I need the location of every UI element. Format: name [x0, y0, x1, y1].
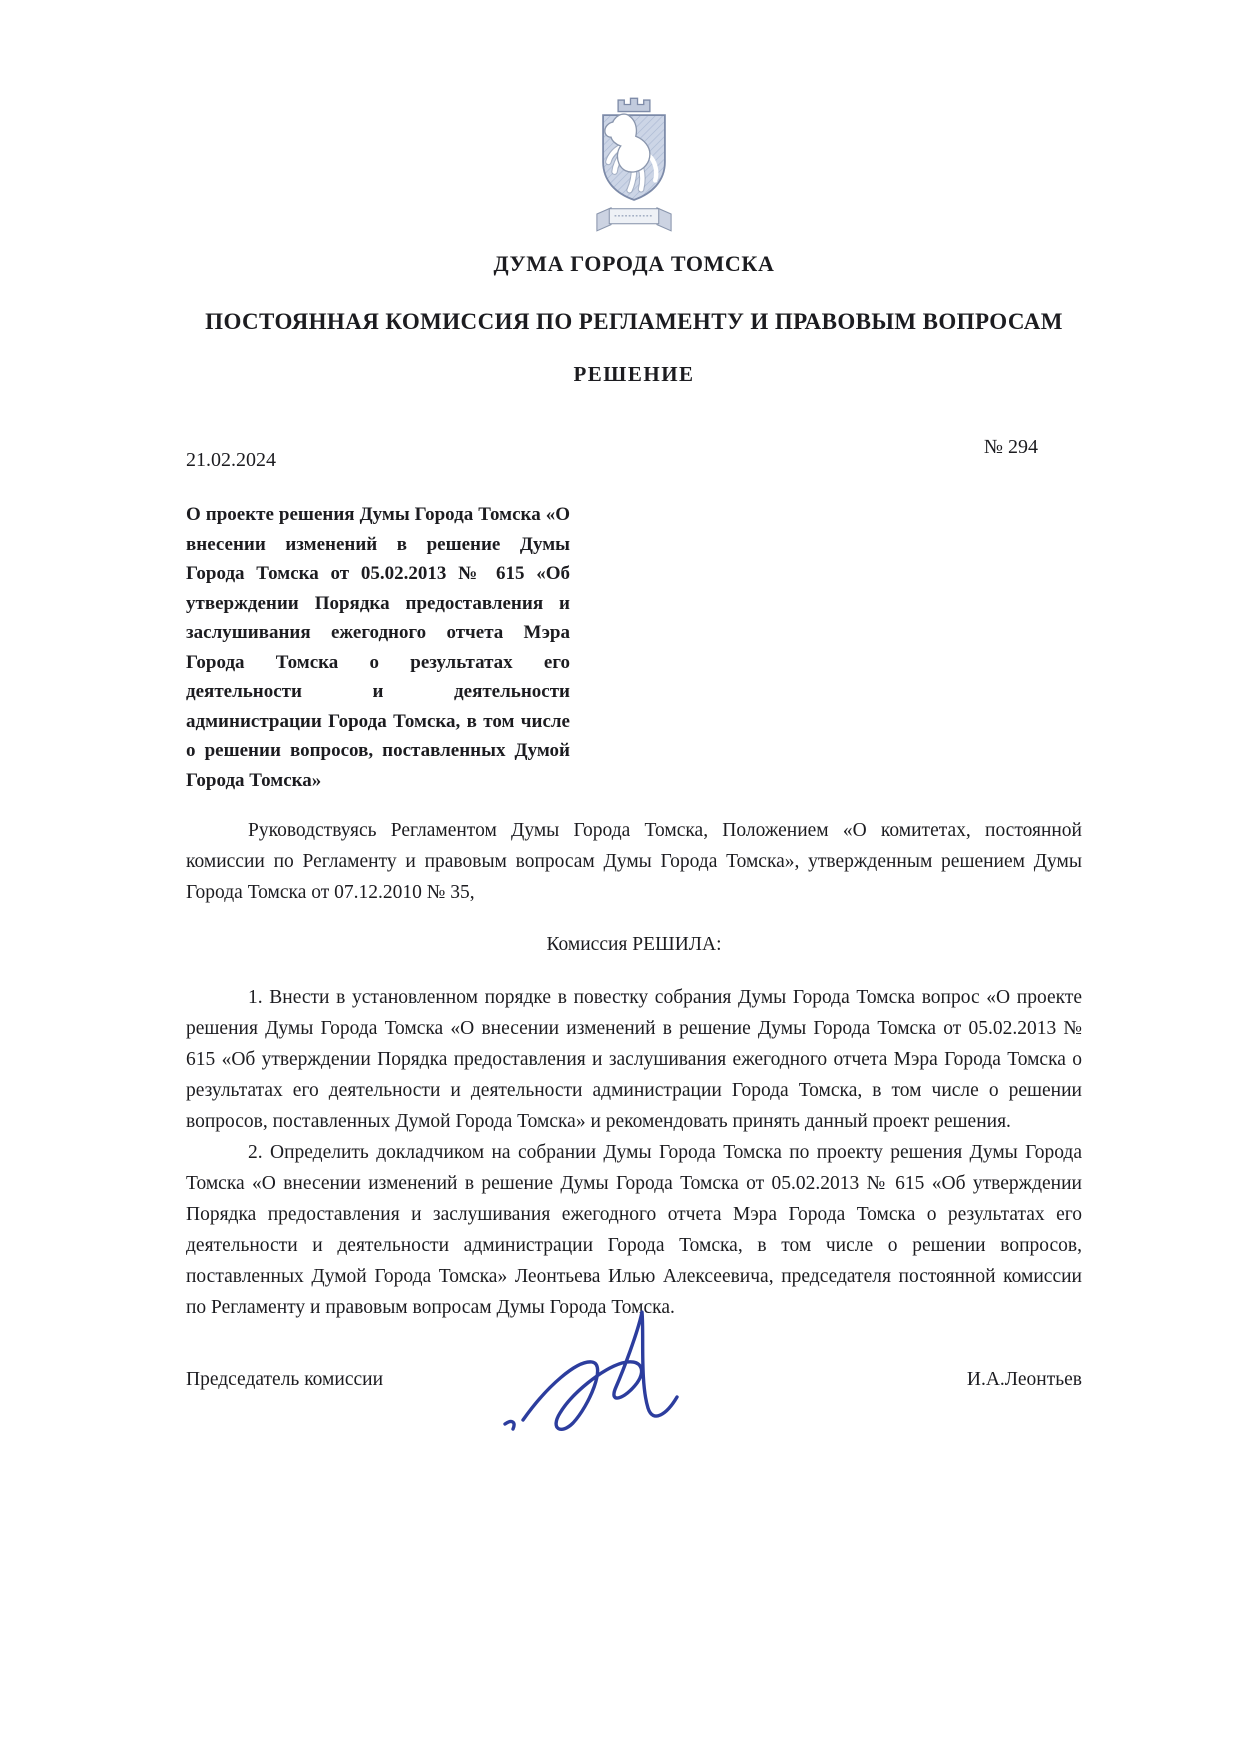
- doc-subject: О проекте решения Думы Города Томска «О внесении изменений в решение Думы Города Томска от 05.02.2013 № 615 «Об утверждении Порядка предоставления и заслушивания ежегодного отчета Мэра Города Томска о результатах его деятельности и деятельности администрации Города Томска, в том числе о решении вопросов, поставленных Думой Города Томска»: [186, 504, 570, 791]
- commission-title: ПОСТОЯННАЯ КОМИССИЯ ПО РЕГЛАМЕНТУ И ПРАВОВЫМ ВОПРОСАМ: [205, 309, 1063, 334]
- org-title: ДУМА ГОРОДА ТОМСКА: [493, 251, 775, 276]
- tomsk-coat-of-arms-icon: [581, 92, 687, 238]
- handwritten-signature-icon: [489, 1302, 739, 1452]
- signer-position: Председатель комиссии: [186, 1369, 384, 1391]
- reference-row: [186, 436, 1082, 472]
- crown-icon: [618, 98, 650, 111]
- signer-name: И.А.Леонтьев: [966, 1369, 1082, 1391]
- ribbon-icon: [597, 208, 671, 231]
- emblem-container: [186, 0, 1082, 243]
- doc-type-heading: РЕШЕНИЕ: [573, 362, 695, 387]
- resolution-heading: Комиссия РЕШИЛА:: [546, 934, 722, 956]
- resolution-item-2: 2. Определить докладчиком на собрании Думы Города Томска по проекту решения Думы Города Томска «О внесении изменений в решение Думы Города Томска от 05.02.2013 № 615 «Об утверждении Порядка предоставления и заслушивания ежегодного отчета Мэра Города Томска о результатах его деятельности и деятельности администрации Города Томска, в том числе о решении вопросов, поставленных Думой Города Томска» Леонтьева Илью Алексеевича, председателя постоянной комиссии по Регламенту и правовым вопросам Думы Города Томска.: [186, 1142, 1082, 1319]
- doc-date: 21.02.2024: [186, 449, 276, 472]
- preamble-paragraph: Руководствуясь Регламентом Думы Города Томска, Положением «О комитетах, постоянной комиссии по Регламенту и правовым вопросам Думы Города Томска», утвержденным решением Думы Города Томска от 07.12.2010 № 35,: [186, 820, 1082, 904]
- resolution-item-1: 1. Внести в установленном порядке в повестку собрания Думы Города Томска вопрос «О проекте решения Думы Города Томска «О внесении изменений в решение Думы Города Томска от 05.02.2013 № 615 «Об утверждении Порядка предоставления и заслушивания ежегодного отчета Мэра Города Томска о результатах его деятельности и деятельности администрации Города Томска, в том числе о решении вопросов, поставленных Думой Города Томска» и рекомендовать принять данный проект решения.: [186, 987, 1082, 1133]
- signature-block: [186, 1369, 1082, 1391]
- doc-number: № 294: [983, 436, 1038, 459]
